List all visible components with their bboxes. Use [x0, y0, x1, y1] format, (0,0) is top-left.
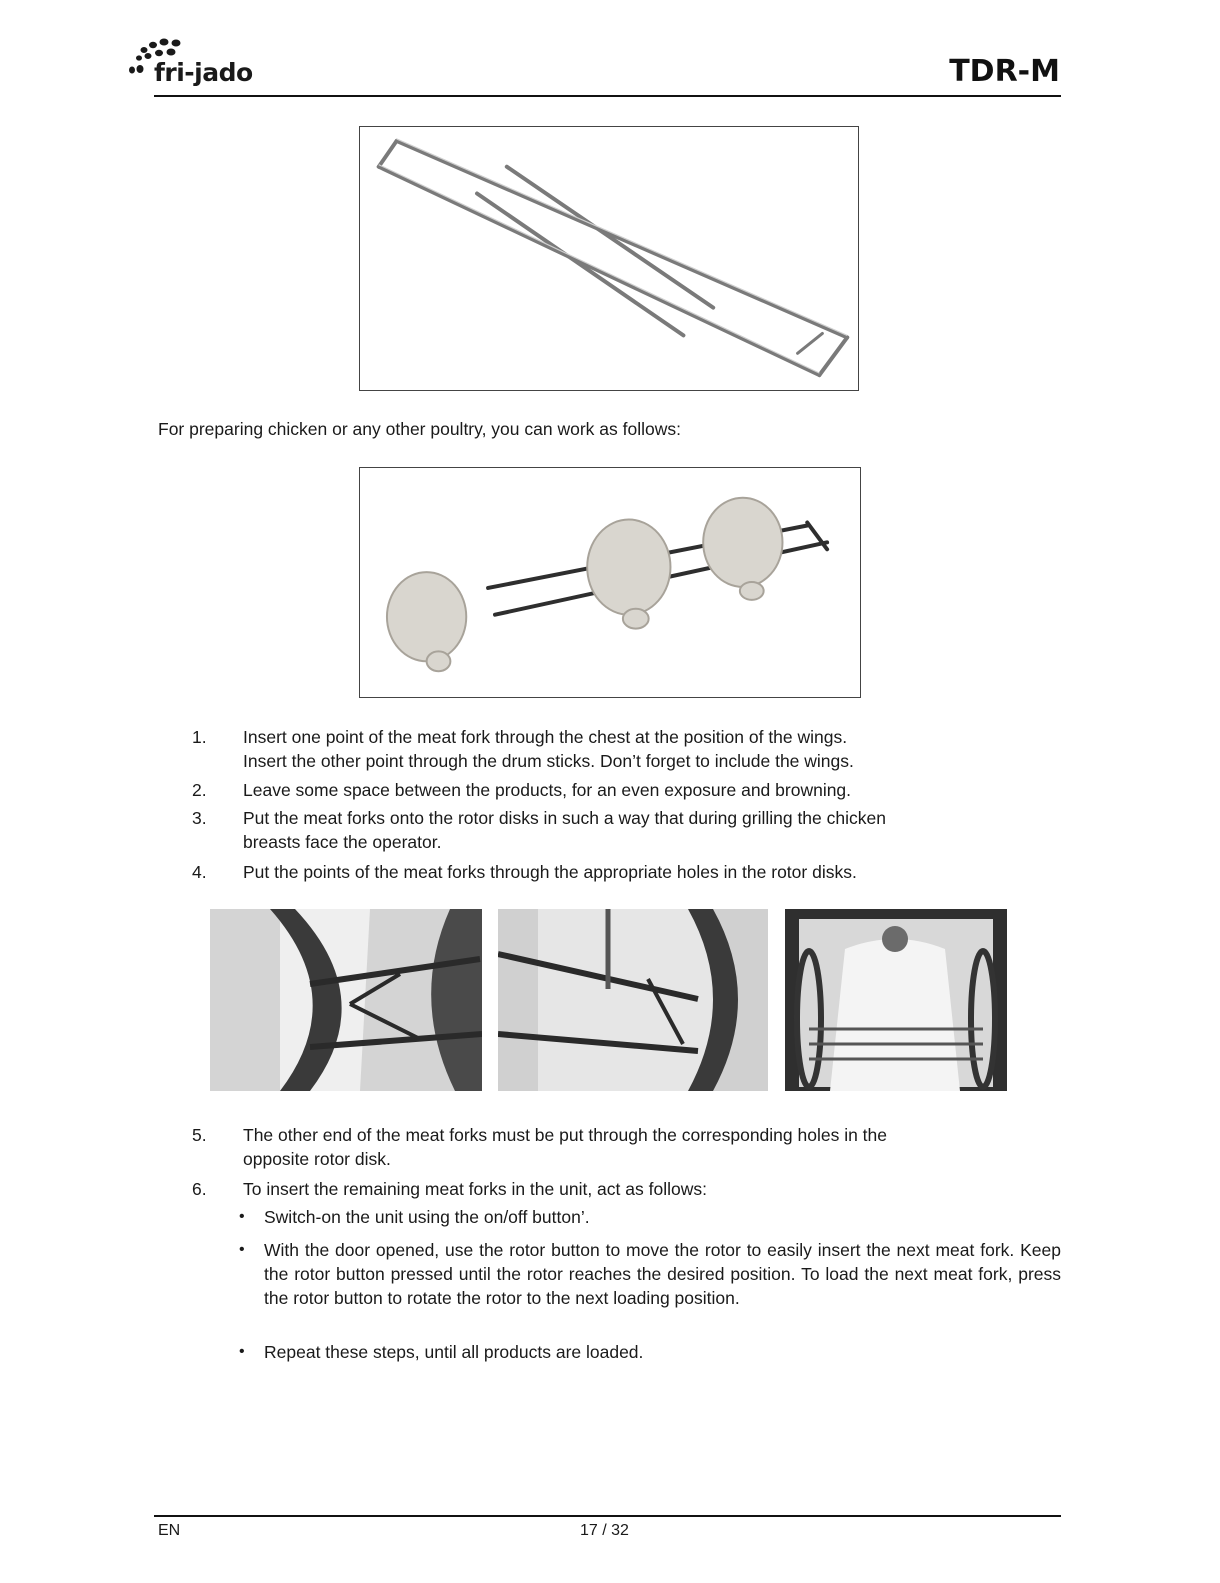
step-item	[192, 725, 1012, 773]
bullet-text: Switch-on the unit using the on/off button’.	[264, 1207, 590, 1227]
document-title: TDR-M	[949, 54, 1060, 89]
step-text-line: Put the meat forks onto the rotor disks in such a way that during grilling the chicken	[243, 808, 886, 828]
unit-loading-photo	[785, 909, 1007, 1091]
rotor-disk-photo-middle	[498, 909, 768, 1091]
bullet-symbol: •	[239, 1241, 245, 1258]
step-text-line: Put the points of the meat forks through the appropriate holes in the rotor disks.	[243, 862, 857, 882]
step-number: 1.	[192, 727, 207, 747]
intro-text: For preparing chicken or any other poultry, you can work as follows:	[158, 419, 681, 439]
step-number: 5.	[192, 1125, 207, 1145]
step-text-line: Leave some space between the products, for an even exposure and browning.	[243, 780, 852, 800]
meat-forks-figure	[359, 126, 859, 391]
meat-forks-illustration	[360, 127, 858, 390]
step-number: 6.	[192, 1179, 207, 1199]
step-item	[192, 860, 1012, 884]
step-text-line: Insert one point of the meat fork through the chest at the position of the wings.	[243, 727, 848, 747]
step-number: 3.	[192, 808, 207, 828]
rotor-disk-photo-left-image	[210, 909, 482, 1091]
step-text-line: To insert the remaining meat forks in the unit, act as follows:	[243, 1179, 707, 1199]
step-number: 4.	[192, 862, 207, 882]
step-text-line: The other end of the meat forks must be put through the corresponding holes in the	[243, 1125, 888, 1145]
brand-name: fri-jado	[154, 58, 253, 87]
bullet-text: Repeat these steps, until all products are loaded.	[264, 1342, 644, 1362]
step-item	[192, 778, 1012, 802]
page-number: 17 / 32	[580, 1522, 629, 1539]
step-item	[192, 1177, 1012, 1201]
step-item	[192, 806, 1012, 854]
chickens-illustration	[360, 468, 860, 697]
step-number: 2.	[192, 780, 207, 800]
step-text-line: Insert the other point through the drum sticks. Don’t forget to include the wings.	[243, 751, 854, 771]
bullet-symbol: •	[239, 1208, 245, 1225]
bullet-symbol: •	[239, 1343, 245, 1360]
step-text-line: breasts face the operator.	[243, 832, 442, 852]
chickens-on-fork-figure	[359, 467, 861, 698]
footer-language: EN	[158, 1522, 181, 1539]
rotor-disk-photo-middle-image	[498, 909, 768, 1091]
footer-divider	[154, 1515, 1061, 1517]
step-item	[192, 1123, 1012, 1171]
step-text-line: opposite rotor disk.	[243, 1149, 391, 1169]
unit-loading-photo-image	[785, 909, 1007, 1091]
bullet-text: With the door opened, use the rotor button to move the rotor to easily insert the next meat fork. Keep the rotor button pressed until the rotor reaches the desired position. To load the next meat fork, press the rotor button to rotate the rotor to the next loading position.	[264, 1240, 1061, 1308]
rotor-disk-photo-left	[210, 909, 482, 1091]
header-divider	[154, 95, 1061, 97]
